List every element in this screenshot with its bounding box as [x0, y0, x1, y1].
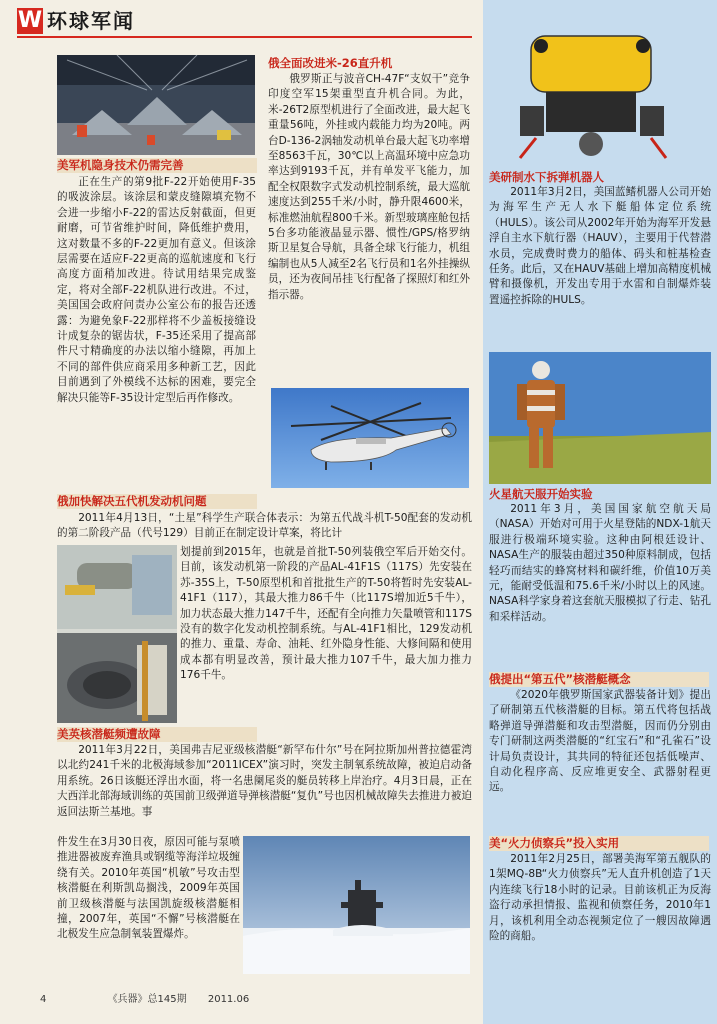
article-title-robot: 美研制水下拆弹机器人	[489, 170, 604, 184]
issue-date: 2011.06	[207, 994, 250, 1005]
mi26-helicopter-photo	[271, 388, 469, 488]
article-body-fifthsub: 《2020年俄罗斯国家武器装备计划》提出了研制第五代核潜艇的目标。第五代将包括战略弹道导弹潜艇和攻击型潜艇，因而仍分别由专门研制这两类潜艇的“红宝石”和“孔雀石”设计局负责设计，其共同的特征还包括低噪声、自动化程序高、反应堆更安全、武器射程更远。	[489, 689, 711, 794]
section-logo: W	[17, 8, 43, 33]
engine-workshop-photo	[57, 545, 177, 723]
article-body-robot: 2011年3月2日，美国蓝鳍机器人公司开始为海军生产无人水下艇船体定位系统（HULS）。该公司从2002年开始为海军开发悬浮自主水下航行器（HAUV），主要用于代替潜水员，完成费时费力的船体、码头和桩基检查任务。此后，又在HAUV基础上增加高精度机械臂和摄像机，开发出专用于水雷和自制爆炸装置遥控拆除的HULS。	[489, 186, 711, 306]
f22-factory-photo	[57, 55, 255, 155]
article-intro-sub: 2011年3月22日，美国弗吉尼亚级核潜艇“新罕布什尔”号在阿拉斯加州普拉德霍湾以北约241千米的北极海域参加“2011ICEX”演习时，突发主制氧系统故障，被迫启动备用系统。26日该艇还浮出水面，将一名患阑尾炎的艇员转移上岸治疗。4月3日晨，正在大西洋北部海域训练的英国前卫级弹道导弹核潜艇“复仇”号也因机械故障失去推进力被迫返回法斯兰基地。事	[57, 744, 472, 818]
article-body-mi26: 俄罗斯正与波音CH-47F“支奴干”竞争印度空军15架重型直升机合同。为此，米-26T2原型机进行了全面改进，最大起飞重量56吨，外挂或内载能力均为20吨。两台D-136-2涡轴发动机单台最大起飞功率增至8563千瓦，30℃以上高温环境中应急功率达到9193千瓦，并有单发平飞能力，加配全权限数字式发动机控制系统，最大巡航速度达到255千米/小时，静升限4600米，标准燃油航程800千米。新型玻璃座舱包括5台多功能液晶显示器、惯性/GPS/格罗纳斯卫星复合导航，具备全球飞行能力，机组编制也从5人减至2名飞行员和1名外挂操纵员，还为夜间吊挂飞行配备了探照灯和红外指示器。	[268, 73, 470, 301]
section-title: 环球军闻	[47, 9, 135, 33]
article-title-mi26: 俄全面改进米-26直升机	[268, 56, 393, 70]
submarine-ice-photo	[243, 836, 470, 974]
article-title-firescout: 美“火力侦察兵”投入实用	[489, 836, 709, 851]
article-title-sub: 美英核潜艇频遭故障	[57, 727, 257, 742]
article-body-sub: 件发生在3月30日夜，原因可能与泵喷推进器被废弃渔具或钢缆等海洋垃圾缠绕有关。2010年英国“机敏”号攻击型核潜艇在利斯凯岛搁浅，2009年英国前卫级核潜艇与法国凯旋级核潜艇相撞，2007年，英国“不懈”号核潜艇在北极发生应急制氧装置爆炸。	[57, 836, 240, 941]
header-rule	[17, 36, 472, 38]
article-title-fifthsub: 俄提出“第五代”核潜艇概念	[489, 672, 709, 687]
page-number: 4	[40, 994, 47, 1005]
article-body-f22: 正在生产的第9批F-22开始使用F-35的吸波涂层。该涂层和蒙皮缝隙填充物不会进一步缩小F-22的雷达反射截面，但更耐磨，可节省维护时间，降低维护费用，这对数量不多的F-22更加有意义。但该涂层需要在适应F-22更高的巡航速度和飞行高度方面稍加改进。待试用结果完成鉴定，将对全部F-22机队进行改进。不过，美国国会政府问责办公室公布的报告还透露：为避免象F-22那样将不少盖板接缝设计成复杂的锯齿状，F-35还采用了提高部件尺寸精确度的办法以缩小缝隙，再加上不同的部件供应商采用多种新工艺，因此目前遇到了外模线不达标的困难，要完全解决只能等F-35设计定型后再作修改。	[57, 176, 256, 404]
underwater-robot-photo	[506, 26, 678, 168]
article-body-engine: 划提前到2015年，也就是首批T-50列装俄空军后开始交付。目前，该发动机第一阶段的产品AL-41F1S（117S）先安装在苏-35S上，T-50原型机和首批批生产的T-50将暂时先安装AL-41F1（117），其最大推力86千牛（比117S增加近5千牛），加力状态最大推力147千牛，还配有全向推力矢量喷管和117S没有的数字化发动机控制系统。与AL-41F1相比，129发动机的推力、重量、寿命、油耗、红外隐身性能、大修间隔和使用成本都有明显改善，预计最大推力107千牛，最大加力推力176千牛。	[180, 546, 472, 682]
page-footer	[40, 990, 267, 1005]
article-title-engine: 俄加快解决五代机发动机问题	[57, 494, 257, 509]
article-intro-engine: 2011年4月13日，“土星”科学生产联合体表示：为第五代战斗机T-50配套的发动机的第二阶段产品（代号129）目前正在制定设计草案，将比计	[57, 512, 472, 540]
mars-spacesuit-photo	[489, 352, 711, 484]
magazine-issue: 《兵器》总145期	[107, 994, 187, 1005]
article-body-firescout: 2011年2月25日，部署美海军第五舰队的1架MQ-8B“火力侦察兵”无人直升机创造了1天内连续飞行18小时的记录。目前该机正为反海盗行动承担情报、监视和侦察任务，2010年1月，该机利用全动态视频定位了一艘因故障遇险的商船。	[489, 853, 711, 943]
article-title-f22: 美军机隐身技术仍需完善	[57, 158, 257, 173]
article-title-mars: 火星航天服开始实验	[489, 487, 593, 501]
article-body-mars: 2011年3月，美国国家航空航天局（NASA）开始对可用于火星登陆的NDX-1航天服进行极端环境实验。这种由阿根廷设计、NASA生产的服装由超过350种原料制成，包括轻巧而结实的蜂窝材料和碳纤维，价值10万美元，能耐受低温和75.6千米/小时以上的风速。NASA科学家身着这套航天服模拟了行走、钻孔和采样活动。	[489, 503, 711, 623]
